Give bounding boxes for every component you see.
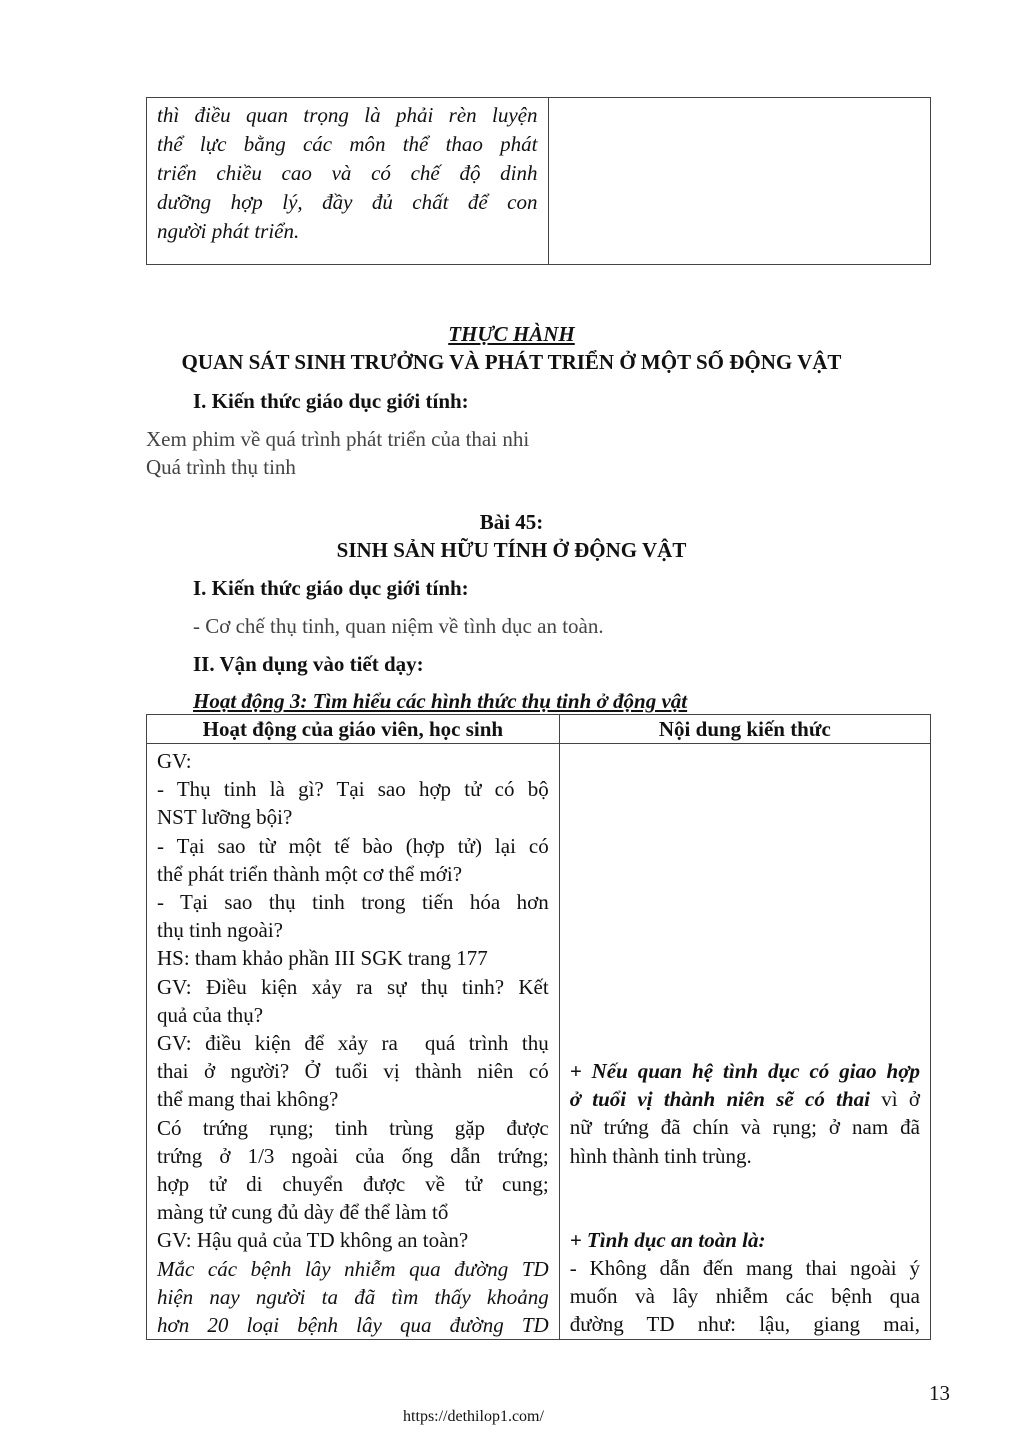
page-number: 13 — [929, 1381, 950, 1405]
text-line: + Nếu quan hệ tình dục có giao hợp — [569, 1059, 920, 1083]
top-table-left-cell — [147, 98, 549, 265]
text-line: nữ trứng đã chín và rụng; ở nam đã — [569, 1115, 920, 1140]
text-line: quả của thụ? — [157, 1002, 264, 1027]
teacher-student-cell — [147, 744, 560, 1340]
text-line: người phát triển. — [157, 219, 300, 243]
text-line: thể mang thai không? — [157, 1087, 339, 1112]
text-line: hình thành tinh trùng. — [569, 1143, 752, 1168]
footer-url[interactable]: https://dethilop1.com/ — [403, 1408, 544, 1425]
text-line: thể lực bằng các môn thể thao phát — [157, 132, 538, 156]
text-line: thai ở người? Ở tuổi vị thành niên có — [157, 1059, 549, 1084]
text-line: Quá trình thụ tinh — [146, 455, 296, 479]
text-line: - Thụ tinh là gì? Tại sao hợp tử có bộ — [157, 777, 549, 802]
text-line: hợp tử di chuyển được về tử cung; — [157, 1172, 549, 1197]
activity-table — [146, 714, 931, 1340]
text-line: màng tử cung đủ dày để thể làm tổ — [157, 1200, 449, 1225]
section-heading: II. Vận dụng vào tiết dạy: — [193, 652, 424, 676]
lesson-number: Bài 45: — [479, 510, 544, 534]
text-line: - Tại sao từ một tế bào (hợp tử) lại có — [157, 833, 549, 858]
text-line: HS: tham khảo phần III SGK trang 177 — [157, 946, 488, 971]
text-line: thụ tinh ngoài? — [157, 918, 283, 943]
column-header: Hoạt động của giáo viên, học sinh — [147, 715, 560, 744]
emphasis-text: ở tuổi vị thành niên sẽ có thai — [569, 1087, 870, 1112]
section-heading: I. Kiến thức giáo dục giới tính: — [193, 389, 469, 413]
text-line: muốn và lây nhiễm các bệnh qua — [569, 1284, 920, 1309]
text-line: Có trứng rụng; tinh trùng gặp được — [157, 1115, 549, 1140]
text-line: thì điều quan trọng là phải rèn luyện — [157, 103, 538, 127]
text-line: GV: — [157, 749, 192, 773]
text-line: triển chiều cao và có chế độ dinh — [157, 161, 538, 185]
section-subtitle: QUAN SÁT SINH TRƯỞNG VÀ PHÁT TRIỂN Ở MỘT SỐ ĐỘNG VẬT — [181, 350, 842, 374]
text-span: vì ở — [869, 1087, 920, 1112]
text-line: Xem phim về quá trình phát triển của thai nhi — [146, 427, 530, 451]
text-line: GV: Hậu quả của TD không an toàn? — [157, 1228, 469, 1253]
text-line: hơn 20 loại bệnh lây qua đường TD — [157, 1313, 549, 1338]
section-title: THỰC HÀNH — [448, 322, 575, 346]
text-line: - Tại sao thụ tinh trong tiến hóa hơn — [157, 890, 549, 915]
text-line: thể phát triển thành một cơ thể mới? — [157, 861, 463, 886]
section-heading: I. Kiến thức giáo dục giới tính: — [193, 576, 469, 600]
column-header: Nội dung kiến thức — [559, 715, 930, 744]
text-line: GV: điều kiện để xảy ra quá trình thụ — [157, 1031, 549, 1056]
text-line: trứng ở 1/3 ngoài của ống dẫn trứng; — [157, 1143, 549, 1168]
top-table — [146, 97, 931, 265]
text-line: + Tình dục an toàn là: — [569, 1227, 766, 1252]
text-line: - Cơ chế thụ tinh, quan niệm về tình dục an toàn. — [193, 614, 604, 638]
text-line: Mắc các bệnh lây nhiễm qua đường TD — [157, 1256, 549, 1281]
lesson-title: SINH SẢN HỮU TÍNH Ở ĐỘNG VẬT — [336, 538, 687, 562]
text-line: đường TD như: lậu, giang mai, — [569, 1312, 920, 1337]
activity-title: Hoạt động 3: Tìm hiểu các hình thức thụ tinh ở động vật — [193, 689, 688, 713]
text-line — [570, 1085, 920, 1113]
top-table-right-cell — [548, 98, 931, 265]
text-line: dưỡng hợp lý, đầy đủ chất để con — [157, 190, 538, 214]
text-line: hiện nay người ta đã tìm thấy khoảng — [157, 1284, 549, 1309]
knowledge-cell — [559, 744, 930, 1340]
text-line: - Không dẫn đến mang thai ngoài ý — [569, 1256, 920, 1281]
text-line: NST lưỡng bội? — [157, 805, 293, 830]
text-line: GV: Điều kiện xảy ra sự thụ tinh? Kết — [157, 974, 549, 999]
